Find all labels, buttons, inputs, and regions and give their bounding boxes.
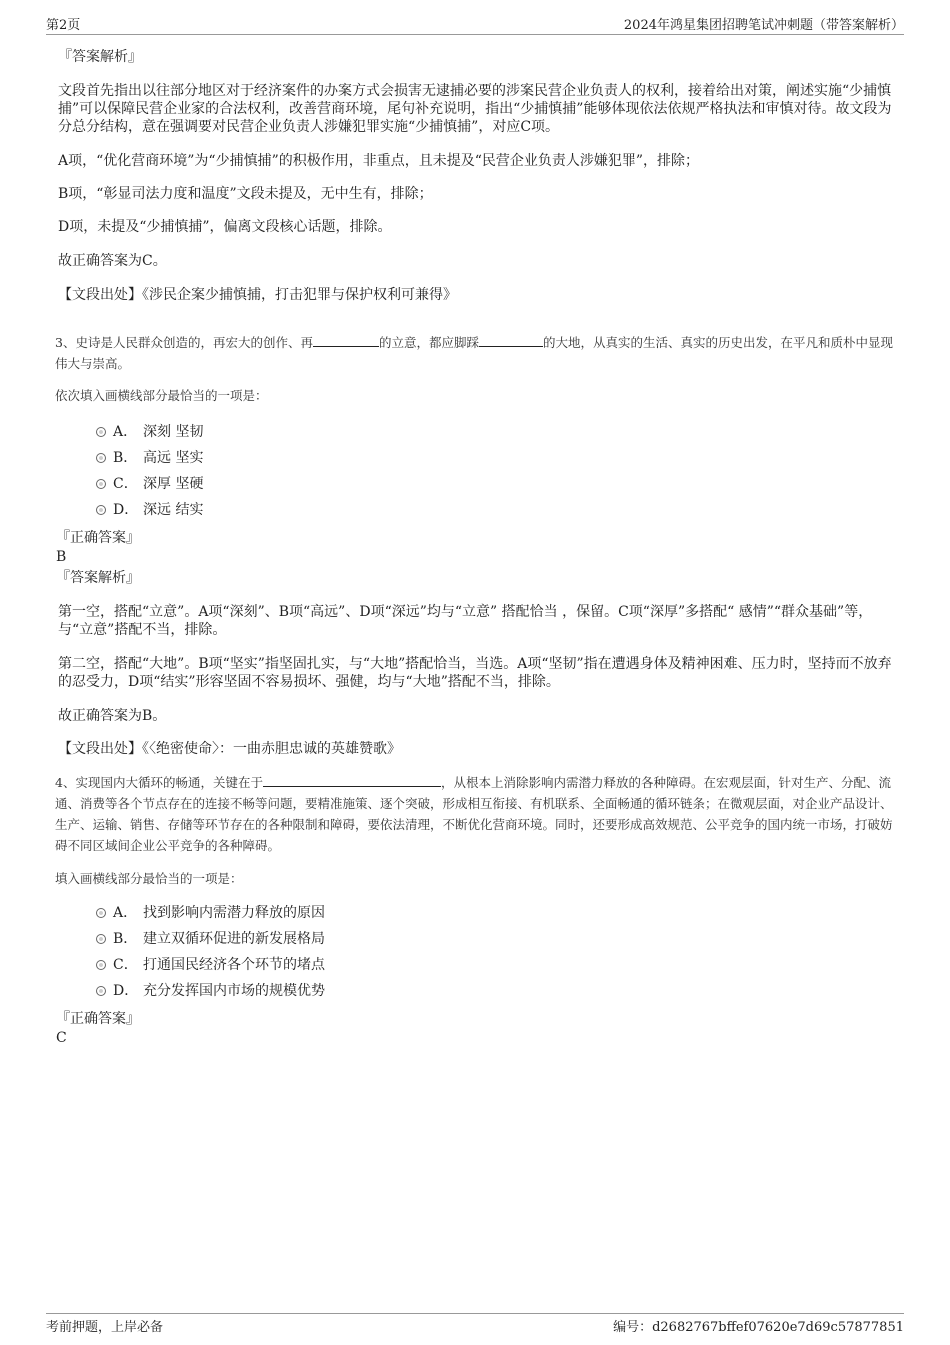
q3-analysis-2: 第二空，搭配“大地”。B项“坚实”指坚固扎实，与“大地”搭配恰当，当选。A项“坚韧”指在遭遇身体及精神困难、压力时，坚持而不放弃的忍受力，D项“结实”形容坚固不容易损坏、强健，均与“大地”搭配不当，排除。 [58,656,892,690]
radio-icon[interactable] [96,505,106,515]
q2-analysis-main: 文段首先指出以往部分地区对于经济案件的办案方式会损害无逮捕必要的涉案民营企业负责人的权利，接着给出对策，阐述实施“少捕慎捕”可以保障民营企业家的合法权利，改善营商环境，尾句补充说明，指出“少捕慎捕”能够体现依法依规严格执法和审慎对待。故文段为分总分结构，意在强调要对民营企业负责人涉嫌犯罪实施“少捕慎捕”，对应C项。 [58,83,892,135]
document-title: 2024年鸿星集团招聘笔试冲刺题（带答案解析） [623,18,904,33]
q3-instruction: 依次填入画横线部分最恰当的一项是： [55,388,268,403]
q3-source: 【文段出处】《〈绝密使命〉：一曲赤胆忠诚的英雄赞歌》 [58,741,401,757]
document-code: 编号：d2682767bffef07620e7d69c57877851 [613,1320,904,1335]
radio-icon[interactable] [96,427,106,437]
q3-answer: B [56,549,67,565]
q2-analysis-a: A项，“优化营商环境”为“少捕慎捕”的积极作用，非重点，且未提及“民营企业负责人涉嫌犯罪”，排除； [58,153,700,169]
q3-blank-2 [479,333,543,347]
q3-option-b[interactable]: B． 高远 坚实 [96,448,203,468]
radio-icon[interactable] [96,986,106,996]
q2-analysis-label: 『答案解析』 [58,49,142,65]
q4-option-d[interactable]: D． 充分发挥国内市场的规模优势 [96,981,325,1001]
q2-analysis-d: D项，未提及“少捕慎捕”，偏离文段核心话题，排除。 [58,219,392,235]
q4-instruction: 填入画横线部分最恰当的一项是： [55,871,243,886]
q2-analysis-b: B项，“彰显司法力度和温度”文段未提及，无中生有，排除； [58,186,433,202]
radio-icon[interactable] [96,934,106,944]
radio-icon[interactable] [96,960,106,970]
q3-conclusion: 故正确答案为B。 [58,708,167,724]
q3-stem: 3、史诗是人民群众创造的，再宏大的创作、再 的立意，都应脚踩 的大地，从真实的生活、真实的历史出发，在平凡和质朴中显现伟大与崇高。 [55,335,893,371]
radio-icon[interactable] [96,908,106,918]
q3-answer-label: 『正确答案』 [56,530,140,546]
q4-answer-label: 『正确答案』 [56,1011,140,1027]
q3-option-d[interactable]: D． 深远 结实 [96,500,203,520]
page-header [46,14,904,35]
q3-blank-1 [313,333,379,347]
q4-option-a[interactable]: A． 找到影响内需潜力释放的原因 [96,903,325,923]
q4-option-c[interactable]: C． 打通国民经济各个环节的堵点 [96,955,325,975]
q3-option-a[interactable]: A． 深刻 坚韧 [96,422,203,442]
q3-analysis-1: 第一空，搭配“立意”。A项“深刻”、B项“高远”、D项“深远”均与“立意” 搭配恰当 ，保留。C项“深厚”多搭配“ 感情”“群众基础”等，与“立意”搭配不当，排除。 [58,604,873,638]
q2-conclusion: 故正确答案为C。 [58,253,167,269]
q3-option-c[interactable]: C． 深厚 坚硬 [96,474,203,494]
q3-analysis-label: 『答案解析』 [56,570,140,586]
radio-icon[interactable] [96,453,106,463]
q4-option-b[interactable]: B． 建立双循环促进的新发展格局 [96,929,325,949]
page-footer [46,1313,904,1335]
q4-stem: 4、实现国内大循环的畅通，关键在于 ，从根本上消除影响内需潜力释放的各种障碍。在宏观层面，针对生产、分配、流通、消费等各个节点存在的连接不畅等问题，要精准施策、逐个突破，形成相互衔接、有机联系、全面畅通的循环链条；在微观层面，对企业产品设计、生产、运输、销售、存储等环节存在的各种限制和障碍，要依法清理，不断优化营商环境。同时，还要形成高效规范、公平竞争的国内统一市场，打破妨碍不同区域间企业公平竞争的各种障碍。 [55,775,893,853]
page-number: 第2页 [46,18,81,33]
q4-answer: C [56,1030,67,1046]
radio-icon[interactable] [96,479,106,489]
q2-source: 【文段出处】《涉民企案少捕慎捕，打击犯罪与保护权利可兼得》 [58,287,457,303]
footer-slogan: 考前押题，上岸必备 [46,1320,164,1335]
q4-blank [263,773,441,787]
